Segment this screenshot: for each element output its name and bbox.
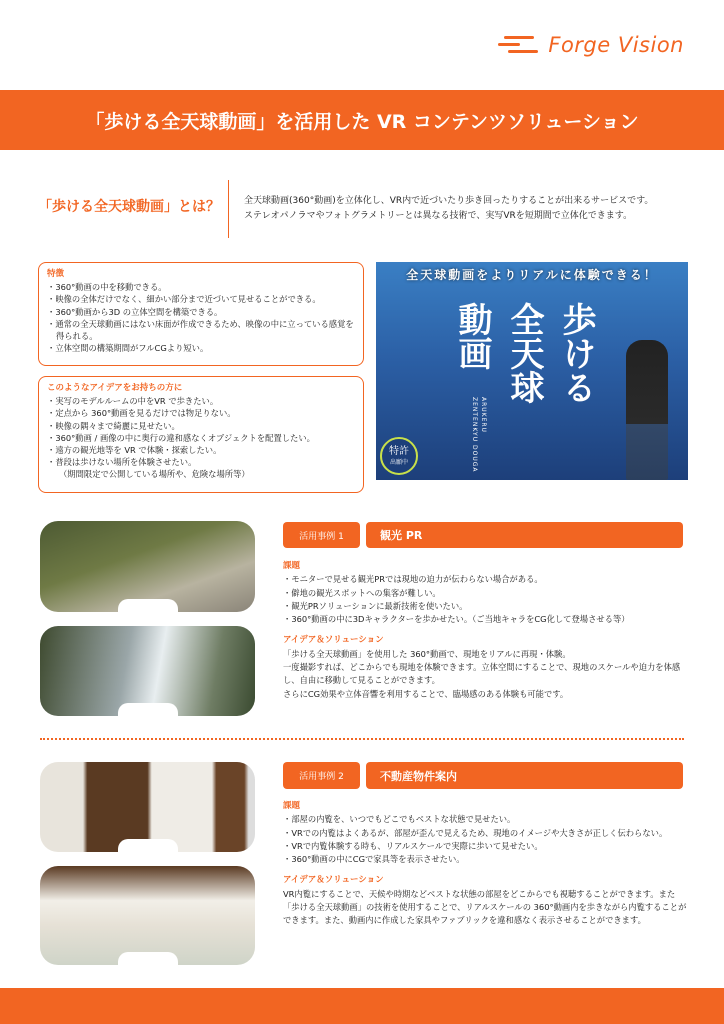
issue-label: 課題 [283, 561, 301, 571]
feature-item: ・通常の全天球動画にはない床面が作成できるため、映像の中に立っている感覚を得られる。 [47, 318, 354, 342]
case-1-tag: 活用事例 1 [283, 522, 360, 548]
idea-item: ・遠方の観光地等を VR で体験・探索したい。 [47, 445, 222, 456]
hero-title-spherical: 全天球 [504, 302, 544, 404]
issue-item: ・360°動画の中にCGで家具等を表示させたい。 [283, 854, 465, 865]
issue-label: 課題 [283, 801, 301, 811]
footer-band [0, 988, 724, 1024]
feature-item: ・360°動画から3D の立体空間を構築できる。 [47, 306, 223, 317]
logo-mark-icon [498, 32, 542, 58]
case-1-title: 観光 PR [366, 522, 683, 548]
solution-text: さらにCG効果や立体音響を利用することで、臨場感のある体験も可能です。 [283, 688, 569, 699]
waterfall-photo [40, 626, 255, 716]
hero-image [376, 262, 688, 480]
page-title: 「歩ける全天球動画」を活用した VR コンテンツソリューション [85, 110, 639, 133]
solution-label: アイデア＆ソリューション [283, 635, 384, 646]
idea-note: （期間限定で公開している場所や、危険な場所等） [59, 469, 250, 480]
case-1-body [283, 560, 688, 701]
person-with-vr-headset [626, 340, 668, 480]
idea-item: ・実写のモデルルームの中をVR で歩きたい。 [47, 396, 219, 407]
issue-item: ・部屋の内覧を、いつでもどこでもベストな状態で見せたい。 [283, 814, 516, 825]
idea-item: ・映像の隅々まで綺麗に見せたい。 [47, 420, 180, 431]
about-description [244, 194, 704, 224]
forge-vision-logo [498, 32, 684, 58]
features-box [38, 262, 364, 366]
issue-item: ・VRで内覧体験する時も、リアルスケールで実際に歩いて見せたい。 [283, 840, 543, 851]
solution-text: VR内覧にすることで、天候や時期などベストな状態の部屋をどこからでも視聴することができます。また「歩ける全天球動画」の技術を使用することで、リアルスケールの 360°動画内を歩きながら内覧することができます。また、動画内に作成した家具やファブリックを違和感なく表示させることができます。 [283, 888, 687, 926]
divider [228, 180, 229, 238]
hero-romanization: ARUKERU ZENTENKYU DOUGA [471, 397, 487, 473]
about-title: 「歩ける全天球動画」とは？ [38, 199, 220, 215]
room-floor-photo [40, 866, 255, 965]
ideas-box [38, 376, 364, 493]
issue-item: ・モニターで見せる観光PRでは現地の迫力が伝わらない場合がある。 [283, 574, 543, 585]
dotted-separator [40, 738, 684, 740]
hero-title-walkable: 歩ける [556, 302, 596, 404]
features-title: 特徴 [47, 269, 65, 279]
issue-item: ・観光PRソリューションに最新技術を使いたい。 [283, 600, 468, 611]
feature-item: ・360°動画の中を移動できる。 [47, 282, 167, 293]
issue-item: ・360°動画の中に3Dキャラクターを歩かせたい。（ご当地キャラをCG化して登場させる等） [283, 614, 630, 625]
solution-text: 「歩ける全天球動画」を使用した 360°動画で、現地をリアルに再現・体験。 [283, 648, 571, 659]
patent-pending-badge: 特許 出願中 [380, 437, 418, 475]
room-interior-photo [40, 762, 255, 852]
solution-text: 一度撮影すれば、どこからでも現地を体験できます。立体空間にすることで、現地のスケールや迫力を体感し、自由に移動して見ることができます。 [283, 662, 681, 686]
idea-item: ・定点から 360°動画を見るだけでは物足りない。 [47, 408, 236, 419]
case-2-tag: 活用事例 2 [283, 762, 360, 789]
feature-item: ・映像の全体だけでなく、細かい部分まで近づいて見せることができる。 [47, 294, 321, 305]
logo-text: Forge Vision [548, 33, 684, 57]
ideas-title: このようなアイデアをお持ちの方に [47, 383, 183, 393]
forest-boardwalk-photo [40, 521, 255, 612]
issue-item: ・僻地の観光スポットへの集客が難しい。 [283, 587, 441, 598]
issue-item: ・VRでの内覧はよくあるが、部屋が歪んで見えるため、現地のイメージや大きさが正しく伝わらない。 [283, 827, 668, 838]
about-line: ステレオパノラマやフォトグラメトリーとは異なる技術で、実写VRを短期間で立体化できます。 [244, 211, 633, 221]
about-line: 全天球動画(360°動画)を立体化し、VR内で近づいたり歩き回ったりすることが出来るサービスです。 [244, 196, 654, 206]
title-banner [0, 90, 724, 150]
hero-title-video: 動画 [452, 302, 492, 370]
idea-item: ・普段は歩けない場所を体験させたい。 [47, 457, 197, 468]
hero-tagline: 全天球動画をよりリアルに体験できる！ [406, 268, 658, 282]
case-2-body [283, 800, 688, 928]
feature-item: ・立体空間の構築期間がフルCGより短い。 [47, 343, 209, 354]
idea-item: ・360°動画 / 画像の中に奥行の違和感なくオブジェクトを配置したい。 [47, 432, 315, 443]
case-2-title: 不動産物件案内 [366, 762, 683, 789]
solution-label: アイデア＆ソリューション [283, 875, 384, 886]
